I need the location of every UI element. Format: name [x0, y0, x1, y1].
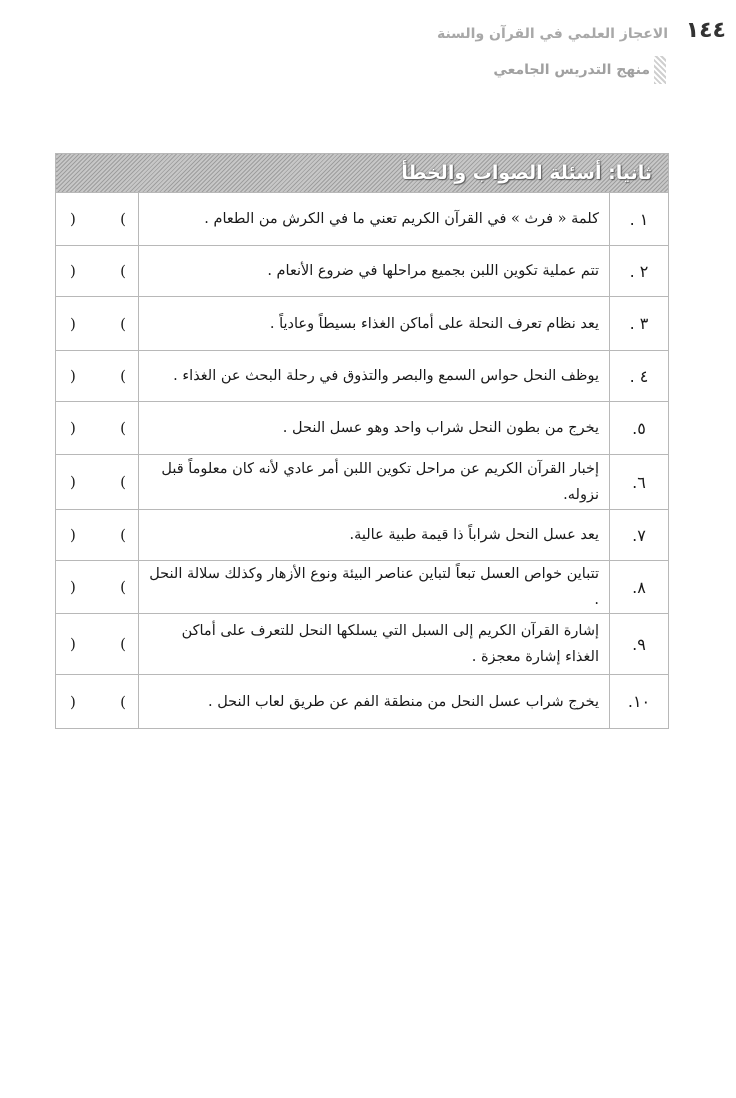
open-paren: (	[120, 367, 126, 385]
open-paren: (	[120, 578, 126, 596]
answer-parens	[56, 693, 138, 711]
question-row	[56, 351, 669, 402]
close-paren: )	[70, 635, 76, 653]
question-row	[56, 246, 669, 297]
true-false-table	[55, 153, 669, 729]
answer-parens	[56, 210, 138, 228]
answer-parens	[56, 635, 138, 653]
header-ornament	[654, 56, 666, 84]
answer-cell[interactable]	[56, 510, 139, 561]
close-paren: )	[70, 578, 76, 596]
open-paren: (	[120, 419, 126, 437]
question-number: ٦.	[610, 455, 669, 510]
open-paren: (	[120, 692, 126, 711]
question-row	[56, 675, 669, 729]
question-number: ٨.	[610, 561, 669, 614]
question-number: ١ .	[610, 193, 669, 246]
question-text: تتباين خواص العسل تبعاً لتباين عناصر البيئة ونوع الأزهار وكذلك سلالة النحل .	[139, 561, 610, 614]
answer-parens	[56, 315, 138, 333]
open-paren: (	[120, 262, 126, 280]
question-text: كلمة « فرث » في القرآن الكريم تعني ما في الكرش من الطعام .	[139, 193, 610, 246]
question-number: ٧.	[610, 510, 669, 561]
question-row	[56, 561, 669, 614]
question-row	[56, 193, 669, 246]
close-paren: )	[70, 419, 76, 437]
close-paren: )	[70, 473, 76, 491]
answer-cell[interactable]	[56, 614, 139, 675]
book-title: الاعجاز العلمي في القرآن والسنة	[436, 26, 668, 42]
close-paren: )	[70, 526, 76, 544]
question-number: ٢ .	[610, 246, 669, 297]
section-title: ثانيا: أسئلة الصواب والخطأ	[401, 162, 652, 184]
open-paren: (	[120, 210, 126, 228]
question-row	[56, 402, 669, 455]
question-number: ٩.	[610, 614, 669, 675]
answer-parens	[56, 578, 138, 596]
question-number: ٥.	[610, 402, 669, 455]
question-text: تتم عملية تكوين اللبن بجميع مراحلها في ضروع الأنعام .	[139, 246, 610, 297]
question-text: إشارة القرآن الكريم إلى السبل التي يسلكها النحل للتعرف على أماكن الغذاء إشارة معجزة .	[139, 614, 610, 675]
question-text: يخرج من بطون النحل شراب واحد وهو عسل النحل .	[139, 402, 610, 455]
close-paren: )	[70, 314, 76, 333]
question-text: يوظف النحل حواس السمع والبصر والتذوق في رحلة البحث عن الغذاء .	[139, 351, 610, 402]
answer-cell[interactable]	[56, 193, 139, 246]
question-row	[56, 297, 669, 351]
answer-cell[interactable]	[56, 402, 139, 455]
question-number: ٤ .	[610, 351, 669, 402]
answer-parens	[56, 473, 138, 491]
question-text: يعد عسل النحل شراباً ذا قيمة طبية عالية.	[139, 510, 610, 561]
question-row	[56, 510, 669, 561]
answer-cell[interactable]	[56, 675, 139, 729]
answer-cell[interactable]	[56, 561, 139, 614]
question-text: يخرج شراب عسل النحل من منطقة الفم عن طريق لعاب النحل .	[139, 675, 610, 729]
answer-cell[interactable]	[56, 455, 139, 510]
question-text: إخبار القرآن الكريم عن مراحل تكوين اللبن أمر عادي لأنه كان معلوماً قبل نزوله.	[139, 455, 610, 510]
close-paren: )	[70, 692, 76, 711]
answer-parens	[56, 262, 138, 280]
question-text: يعد نظام تعرف النحلة على أماكن الغذاء بسيطاً وعادياً .	[139, 297, 610, 351]
question-number: ١٠.	[610, 675, 669, 729]
close-paren: )	[70, 367, 76, 385]
answer-cell[interactable]	[56, 246, 139, 297]
question-row	[56, 455, 669, 510]
answer-parens	[56, 367, 138, 385]
answer-parens	[56, 526, 138, 544]
question-row	[56, 614, 669, 675]
open-paren: (	[120, 314, 126, 333]
answer-parens	[56, 419, 138, 437]
book-subtitle: منهج التدريس الجامعي	[493, 62, 650, 78]
close-paren: )	[70, 210, 76, 228]
open-paren: (	[120, 473, 126, 491]
section-header-row	[56, 154, 669, 193]
open-paren: (	[120, 526, 126, 544]
section-header-cell	[56, 154, 669, 193]
close-paren: )	[70, 262, 76, 280]
answer-cell[interactable]	[56, 297, 139, 351]
page-number: ١٤٤	[685, 18, 726, 43]
open-paren: (	[120, 635, 126, 653]
answer-cell[interactable]	[56, 351, 139, 402]
question-number: ٣ .	[610, 297, 669, 351]
